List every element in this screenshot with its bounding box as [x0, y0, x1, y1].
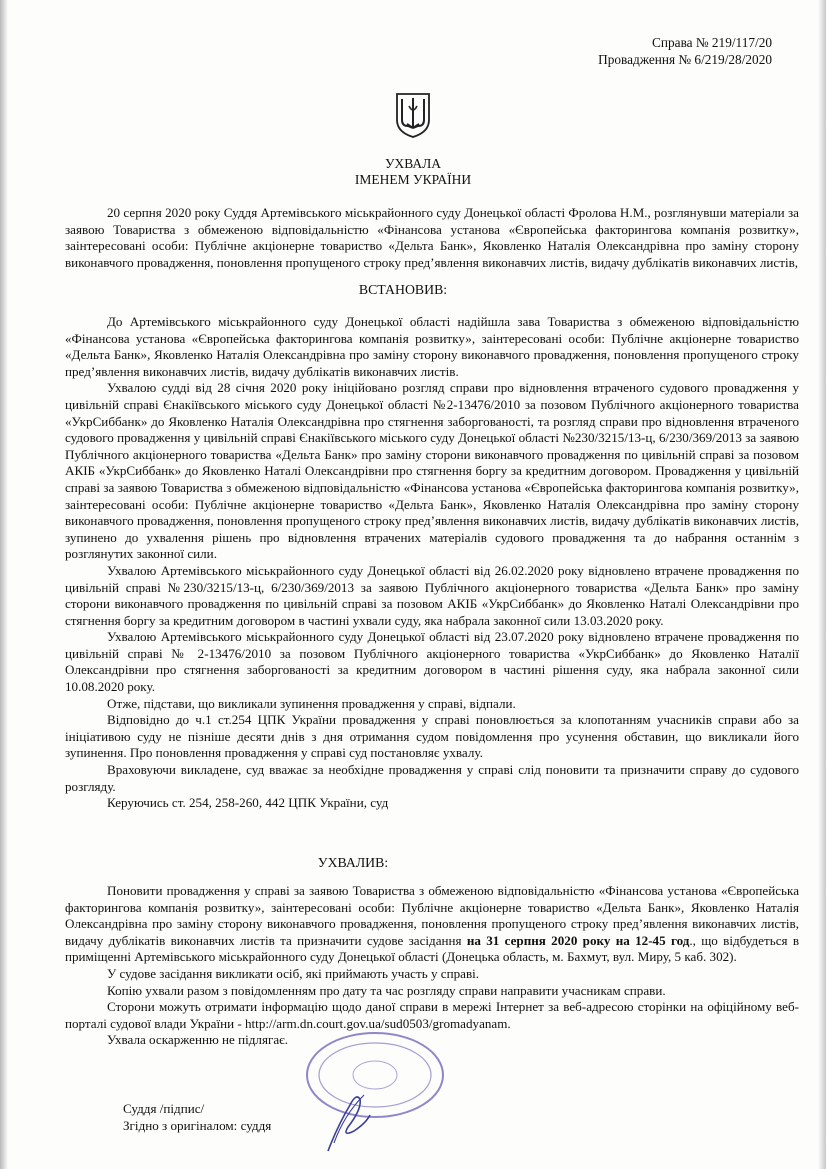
case-numbers: [598, 34, 772, 68]
established-paragraph: До Артемівського міськрайонного суду Донецької області надійшла зава Товариства з обмеженою відповідальністю «Фінансова установа «Європейська факторингова компанія розвитку», заінтересовані особи: Публічне акціонерне товариство «Дельта Банк», Яковленко Наталія Олександрівна про заміну сторону виконавчого провадження, поновлення пропущеного строку пред’явлення виконавчих листів, видачу дублікатів виконавчих листів.: [65, 314, 799, 379]
established-paragraph: Ухвалою судді від 28 січня 2020 року ініційовано розгляд справи про відновлення втраченого судового провадження у цивільній справі Єнакіївського міського суду Донецької області №2-13476/2010 за позовом Публічного акціонерного товариства «УкрСиббанк» до Яковленко Наталія Олександрівна про стягнення заборгованості, та розгляд справи про відновлення втраченого судового провадження у цивільній справі Єнакіївського міського суду Донецької області №230/3215/13-ц, 6/230/369/2013 за заявою Публічного акціонерного товариства «Дельта Банк» про заміну сторони виконавчого провадження по цивільній справі за позовом АКІБ «УкрСиббанк» до Яковленко Наталі Олександрівни про стягнення боргу за кредитним договором. Провадження у цивільній справі за заявою Товариства з обмеженою відповідальністю «Фінансова установа «Європейська факторингова компанія розвитку», заінтересовані особи: Публічне акціонерне товариство «Дельта Банк», Яковленко Наталія Олександрівна про заміну сторону виконавчого провадження, поновлення пропущеного строку пред’явлення виконавчих листів, видачу дублікатів виконавчих листів, зупинено до ухвалення рішень про відновлення втрачених матеріалів судового провадження та до набрання останнім з розглянутих законної сили.: [65, 380, 799, 562]
judge-signature-line: Суддя /підпис/: [123, 1101, 205, 1116]
section-established: ВСТАНОВИВ:: [358, 282, 448, 297]
ruling-text: Поновити провадження у справі за заявою Товариства з обмеженою відповідальністю «Фінансова установа «Європейська факторингова компанія розвитку», заінтересовані особи: Публічне акціонерне товариство «Дельта Банк», Яковленко Наталія Олександрівна про заміну сторону виконавчого провадження, поновлення пропущеного строку пред’явлення виконавчих листів, видачу дублікатів виконавчих листів та призначити судове засідання: [65, 883, 799, 948]
ruling-paragraph: Ухвала оскарженню не підлягає.: [107, 1032, 289, 1048]
hearing-datetime: на 31 серпня 2020 року на 12-45 год: [466, 932, 690, 948]
established-section: [65, 314, 799, 812]
established-paragraph: Ухвалою Артемівського міськрайонного суду Донецької області від 23.07.2020 року відновлено втрачене провадження по цивільній справі № 2-13476/2010 за позовом Публічного акціонерного товариства «УкрСиббанк» до Яковленко Наталії Олександрівни про стягнення заборгованості за кредитним договором в частині рішення суду, яка набрала законної сили 10.08.2020 року.: [65, 629, 799, 695]
ruling-paragraph: У судове засідання викликати осіб, які приймають участь у справі.: [107, 965, 480, 981]
ruling-paragraph: [65, 883, 799, 966]
section-ruled: УХВАЛИВ:: [317, 855, 389, 870]
ruling-paragraph: Сторони можуть отримати інформацію щодо даної справи в мережі Інтернет за веб-адресою сторінки на офіційному веб-порталі судової влади України - http://arm.dn.court.gov.ua/sud0503/gromadyanam.: [65, 999, 799, 1031]
judge-signature-icon: [320, 1085, 380, 1155]
intro-paragraph: [65, 205, 799, 271]
intro-text: 20 серпня 2020 року Суддя Артемівського міськрайонного суду Донецької області Фролова Н.М., розглянувши матеріали за заявою Товариства з обмеженою відповідальністю «Фінансова установа «Європейська факторингова компанія розвитку», заінтересовані особи: Публічне акціонерне товариство «Дельта Банк», Яковленко Наталія Олександрівна про заміну сторону виконавчого провадження, поновлення пропущеного строку пред’явлення виконавчих листів, видачу дублікатів виконавчих листів,: [65, 205, 799, 270]
established-paragraph: Керуючись ст. 254, 258-260, 442 ЦПК України, суд: [107, 795, 389, 811]
established-paragraph: Відповідно до ч.1 ст.254 ЦПК України провадження у справі поновлюється за клопотанням учасників справи або за ініціативою суду не пізніше десяти днів з дня отримання судом повідомлення про усунення обставин, що викликали його зупинення. Про поновлення провадження у справі суд постановляє ухвалу.: [65, 712, 799, 761]
established-paragraph: Отже, підстави, що викликали зупинення провадження у справі, відпали.: [107, 695, 516, 711]
established-paragraph: Враховуючи викладене, суд вважає за необхідне провадження у справі слід поновити та призначити справу до судового розгляду.: [65, 762, 799, 794]
document-subtitle: ІМЕНЕМ УКРАЇНИ: [354, 172, 472, 187]
trident-emblem-icon: [393, 90, 433, 138]
document-title: УХВАЛА: [384, 156, 442, 171]
established-paragraph: Ухвалою Артемівського міськрайонного суду Донецької області від 26.02.2020 року відновлено втрачене провадження по цивільній справі №230/3215/13-ц, 6/230/369/2013 за заявою Публічного акціонерного товариства «Дельта Банк» про заміну сторони виконавчого провадження по цивільній справі за позовом АКІБ «УкрСиббанк» до Яковленко Наталі Олександрівни про стягнення боргу за кредитним договором в частині ухвали суду, яка набрала законної сили 13.03.2020 року.: [65, 562, 799, 628]
proceeding-number: Провадження № 6/219/28/2020: [598, 52, 772, 67]
ruling-text: ., що відбудеться в приміщенні Артемівського міськрайонного суду Донецької області (Донецька область, м. Бахмут, вул. Миру, 5 каб. 302).: [65, 932, 800, 965]
signature-block: [123, 1100, 271, 1134]
certification-line: Згідно з оригіналом: суддя: [123, 1118, 272, 1133]
ruling-paragraph: Копію ухвали разом з повідомленням про дату та час розгляду справи направити учасникам справи.: [107, 982, 666, 998]
case-number: Справа № 219/117/20: [652, 35, 772, 50]
